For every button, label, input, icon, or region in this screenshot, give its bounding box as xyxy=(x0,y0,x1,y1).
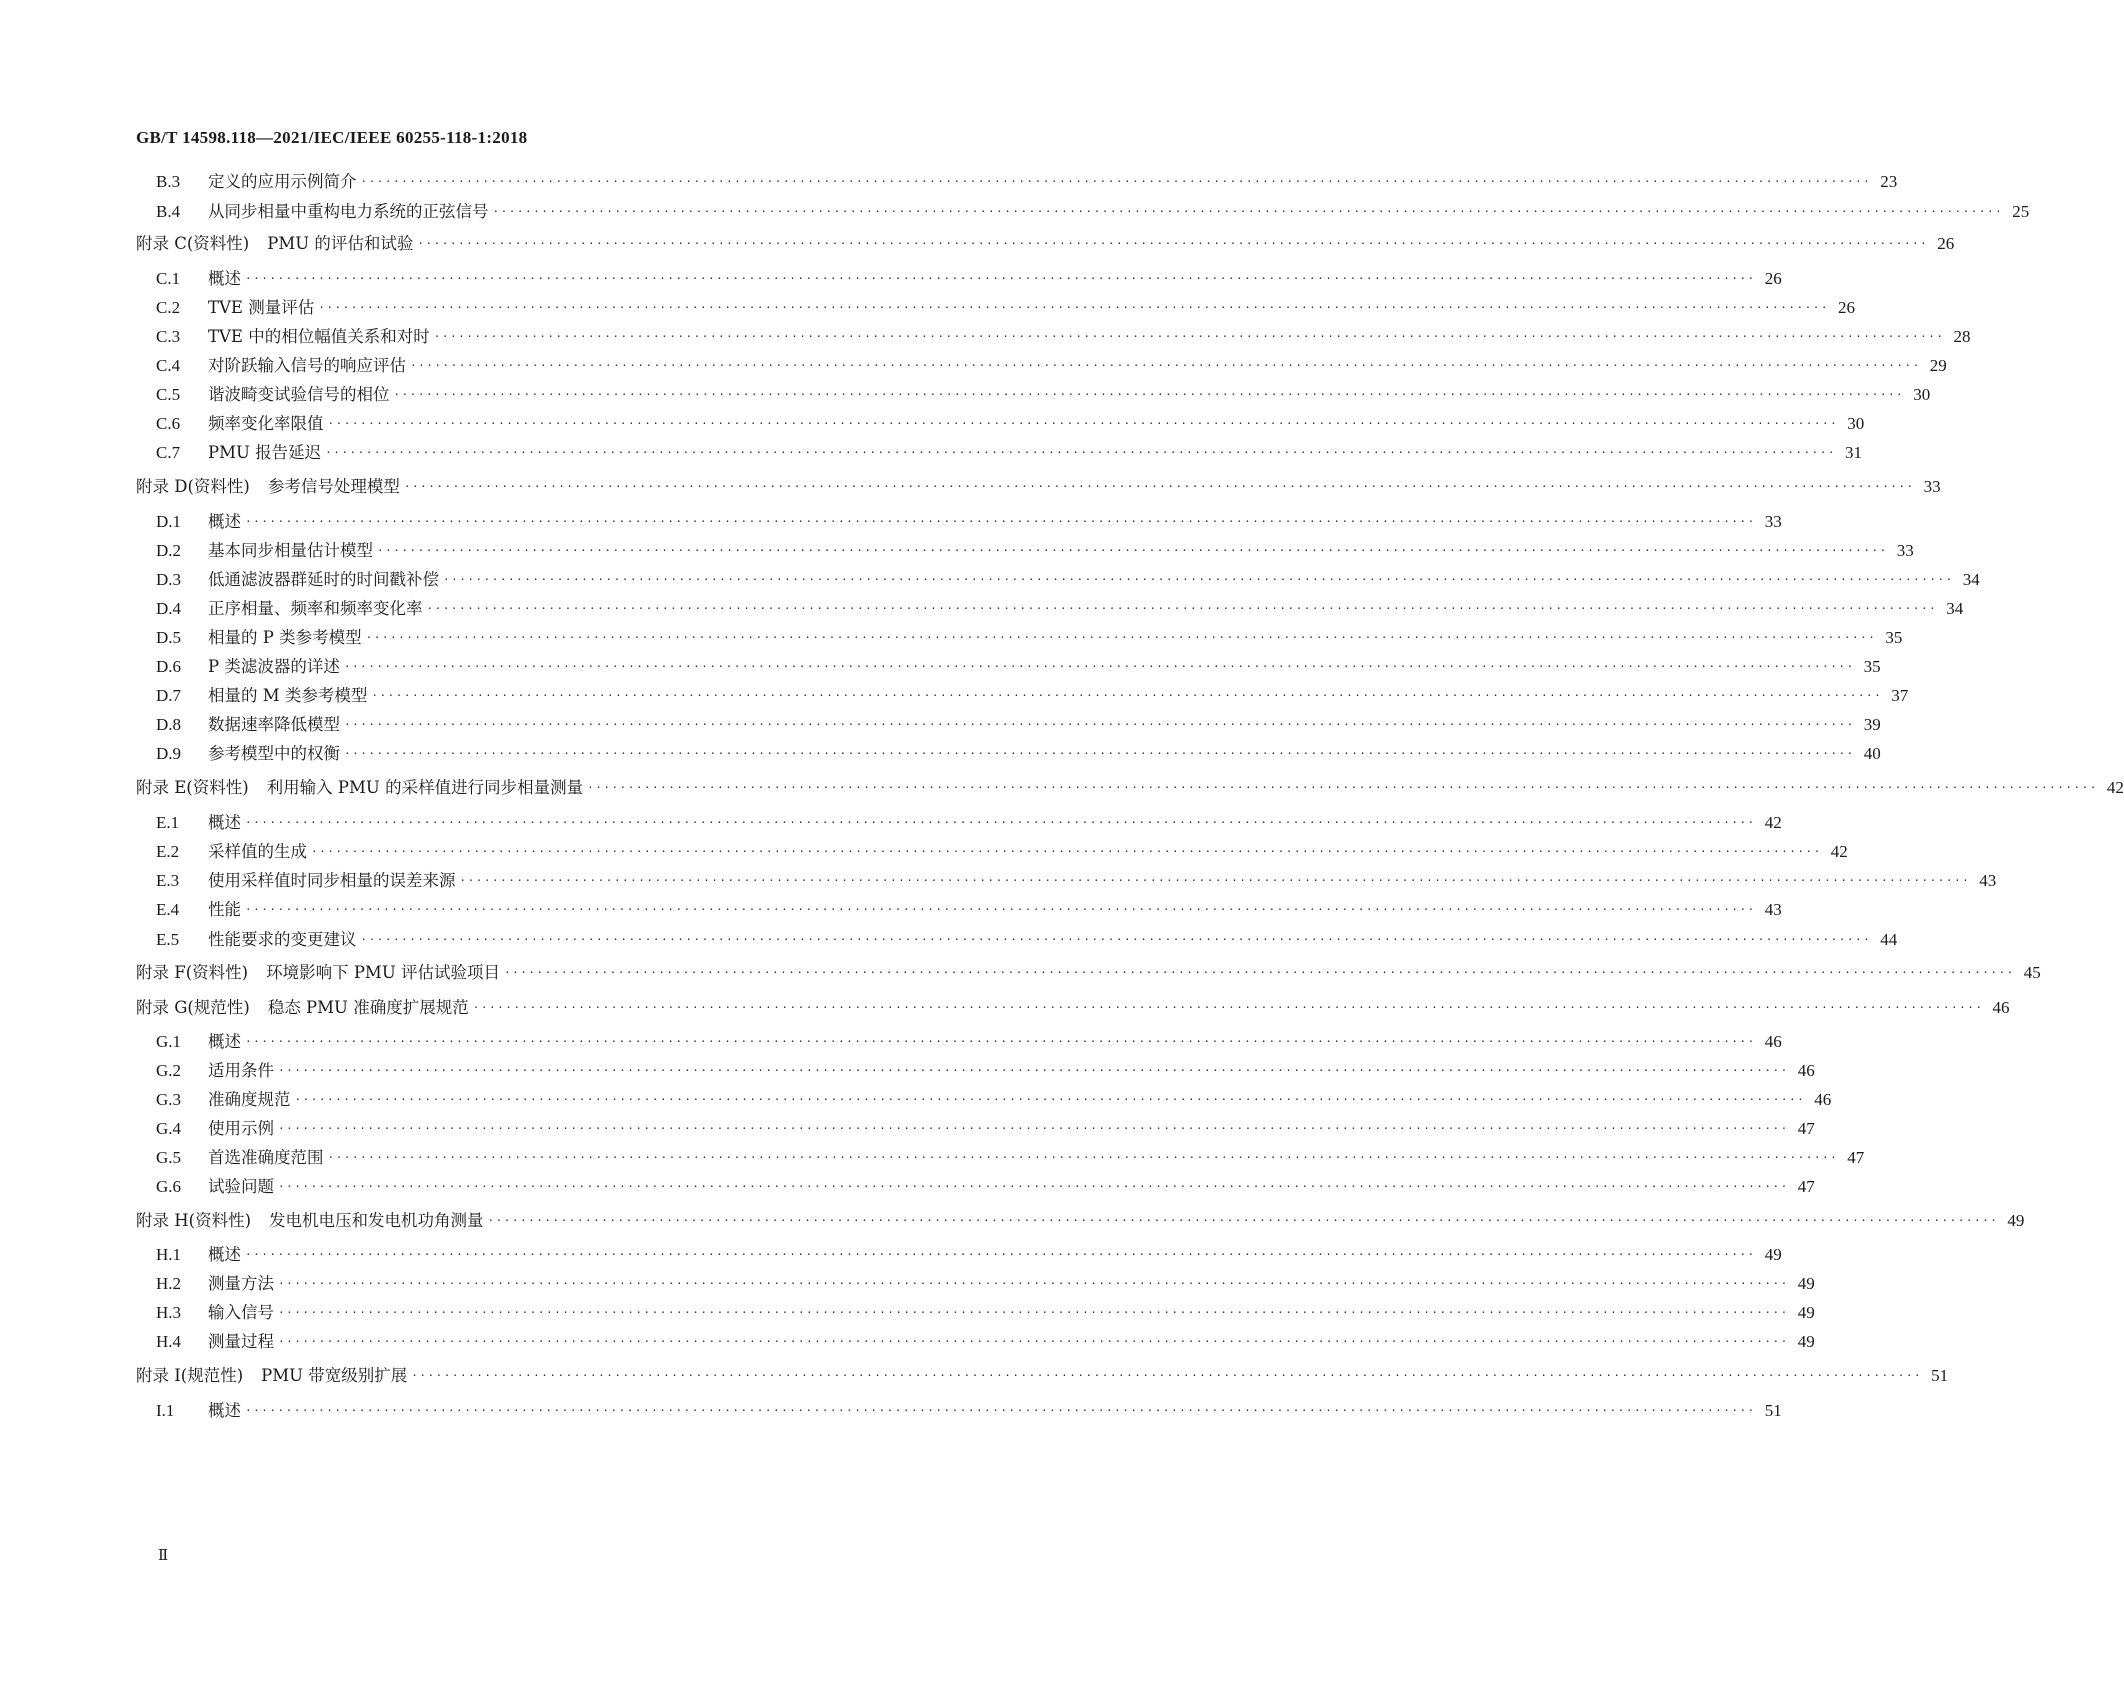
toc-entry-title: 定义的应用示例简介 xyxy=(208,172,357,191)
toc-entry-number: H.3 xyxy=(156,1303,182,1322)
toc-leader-dots: ·························································································································································································· xyxy=(278,1064,1789,1077)
toc-leader-dots: ·························································································································································································· xyxy=(343,660,1855,673)
toc-entry-number: 附录 F(资料性) xyxy=(136,963,249,982)
toc-entry-title: 利用输入 PMU 的采样值进行同步相量测量 xyxy=(266,778,584,797)
toc-entry-d2[interactable] xyxy=(156,536,1914,562)
toc-entry-page: 34 xyxy=(1946,599,1964,618)
toc-entry-title: 发电机电压和发电机功角测量 xyxy=(269,1211,484,1230)
toc-entry-h3[interactable] xyxy=(156,1298,1815,1324)
toc-entry-title: 性能 xyxy=(208,900,241,919)
toc-leader-dots: ·························································································································································································· xyxy=(278,1277,1789,1290)
toc-entry-d3[interactable] xyxy=(156,565,1980,591)
toc-entry-number: C.2 xyxy=(156,298,181,317)
toc-entry-page: 43 xyxy=(1979,871,1997,890)
toc-entry-number: C.1 xyxy=(156,269,181,288)
toc-entry-title: 测量方法 xyxy=(208,1274,274,1293)
toc-entry-title: 试验问题 xyxy=(208,1177,274,1196)
toc-entry-c4[interactable] xyxy=(156,351,1947,377)
toc-entry-d8[interactable] xyxy=(156,710,1881,736)
toc-entry-number: D.3 xyxy=(156,570,182,589)
toc-leader-dots: ·························································································································································································· xyxy=(433,330,1945,343)
toc-entry-number: G.2 xyxy=(156,1061,182,1080)
toc-entry-e3[interactable] xyxy=(156,866,1997,892)
toc-entry-title: 相量的 M 类参考模型 xyxy=(208,686,368,705)
toc-entry-title: PMU 的评估和试验 xyxy=(267,234,414,253)
toc-entry-page: 33 xyxy=(1896,541,1914,560)
toc-entry-number: C.6 xyxy=(156,414,181,433)
toc-entry-number: D.1 xyxy=(156,512,182,531)
toc-entry-page: 31 xyxy=(1844,443,1862,462)
toc-entry-page: 51 xyxy=(1931,1366,1949,1385)
toc-entry-title: 概述 xyxy=(208,1245,241,1264)
toc-leader-dots: ·························································································································································································· xyxy=(278,1335,1789,1348)
toc-entry-page: 49 xyxy=(1797,1303,1815,1322)
toc-entry-e2[interactable] xyxy=(156,837,1848,863)
toc-entry-number: 附录 I(规范性) xyxy=(136,1366,244,1385)
toc-entry-title: P 类滤波器的详述 xyxy=(208,657,340,676)
toc-entry-c2[interactable] xyxy=(156,293,1856,319)
toc-leader-dots: ·························································································································································································· xyxy=(245,1035,1756,1048)
toc-entry-page: 35 xyxy=(1885,628,1903,647)
toc-entry-number: E.5 xyxy=(156,930,180,949)
toc-entry-title: 相量的 P 类参考模型 xyxy=(208,628,362,647)
toc-entry-title: 概述 xyxy=(208,1032,241,1051)
toc-entry-page: 42 xyxy=(1830,842,1848,861)
toc-leader-dots: ·························································································································································································· xyxy=(245,903,1756,916)
toc-leader-dots: ·························································································································································································· xyxy=(245,1404,1756,1417)
toc-entry-d4[interactable] xyxy=(156,594,1964,620)
toc-leader-dots: ·························································································································································································· xyxy=(245,816,1756,829)
toc-entry-title: 使用采样值时同步相量的误差来源 xyxy=(208,871,456,890)
toc-entry-page: 37 xyxy=(1891,686,1909,705)
toc-entry-number: D.8 xyxy=(156,715,182,734)
toc-leader-dots: ·························································································································································································· xyxy=(410,359,1921,372)
toc-entry-c7[interactable] xyxy=(156,438,1862,464)
toc-entry-number: H.1 xyxy=(156,1245,182,1264)
toc-entry-title: 参考信号处理模型 xyxy=(267,477,400,496)
toc-entry-d1[interactable] xyxy=(156,507,1782,533)
toc-leader-dots: ·························································································································································································· xyxy=(371,689,1883,702)
toc-entry-annex-c[interactable] xyxy=(136,229,1955,255)
toc-entry-title: 采样值的生成 xyxy=(208,842,307,861)
toc-entry-title: 性能要求的变更建议 xyxy=(208,930,357,949)
toc-entry-annex-i[interactable] xyxy=(136,1361,1949,1387)
toc-leader-dots: ·························································································································································································· xyxy=(417,237,1929,250)
toc-entry-number: C.4 xyxy=(156,356,181,375)
toc-leader-dots: ·························································································································································································· xyxy=(426,602,1938,615)
toc-entry-title: 概述 xyxy=(208,512,241,531)
toc-leader-dots: ·························································································································································································· xyxy=(278,1180,1789,1193)
toc-entry-page: 33 xyxy=(1923,477,1941,496)
toc-leader-dots: ·························································································································································································· xyxy=(377,544,1888,557)
toc-entry-annex-f[interactable] xyxy=(136,958,2041,984)
toc-entry-page: 34 xyxy=(1962,570,1980,589)
toc-entry-title: 准确度规范 xyxy=(208,1090,291,1109)
toc-leader-dots: ·························································································································································································· xyxy=(459,874,1971,887)
toc-entry-page: 49 xyxy=(1797,1332,1815,1351)
toc-entry-title: PMU 报告延迟 xyxy=(208,443,322,462)
toc-leader-dots: ·························································································································································································· xyxy=(492,205,2004,218)
toc-entry-d6[interactable] xyxy=(156,652,1881,678)
toc-entry-page: 49 xyxy=(1764,1245,1782,1264)
standard-number-header: GB/T 14598.118—2021/IEC/IEEE 60255-118-1:2018 xyxy=(136,128,528,147)
toc-leader-dots: ·························································································································································································· xyxy=(318,301,1830,314)
toc-entry-number: D.7 xyxy=(156,686,182,705)
toc-leader-dots: ·························································································································································································· xyxy=(311,845,1822,858)
toc-entry-title: 首选准确度范围 xyxy=(208,1148,324,1167)
toc-entry-page: 30 xyxy=(1913,385,1931,404)
toc-leader-dots: ·························································································································································································· xyxy=(587,781,2098,794)
toc-entry-number: C.3 xyxy=(156,327,181,346)
toc-entry-b3[interactable] xyxy=(156,167,1898,193)
toc-leader-dots: ·························································································································································································· xyxy=(472,1001,1984,1014)
toc-leader-dots: ·························································································································································································· xyxy=(503,966,2015,979)
toc-entry-d9[interactable] xyxy=(156,739,1881,765)
toc-leader-dots: ·························································································································································································· xyxy=(443,573,1954,586)
toc-entry-d5[interactable] xyxy=(156,623,1903,649)
toc-entry-page: 30 xyxy=(1847,414,1865,433)
toc-entry-page: 43 xyxy=(1764,900,1782,919)
toc-leader-dots: ·························································································································································································· xyxy=(294,1093,1806,1106)
toc-entry-g1[interactable] xyxy=(156,1027,1782,1053)
toc-leader-dots: ·························································································································································································· xyxy=(245,272,1756,285)
toc-entry-e5[interactable] xyxy=(156,925,1898,951)
toc-entry-number: G.6 xyxy=(156,1177,182,1196)
toc-entry-g5[interactable] xyxy=(156,1143,1865,1169)
toc-entry-title: 从同步相量中重构电力系统的正弦信号 xyxy=(208,202,489,221)
toc-entry-number: B.3 xyxy=(156,172,181,191)
toc-entry-number: E.3 xyxy=(156,871,180,890)
toc-entry-page: 44 xyxy=(1880,930,1898,949)
toc-entry-title: TVE 测量评估 xyxy=(208,298,315,317)
toc-entry-number: D.4 xyxy=(156,599,182,618)
toc-entry-annex-e[interactable] xyxy=(136,773,2124,799)
toc-entry-page: 49 xyxy=(2007,1211,2025,1230)
toc-entry-title: 基本同步相量估计模型 xyxy=(208,541,373,560)
toc-entry-h2[interactable] xyxy=(156,1269,1815,1295)
toc-entry-number: D.9 xyxy=(156,744,182,763)
toc-entry-b4[interactable] xyxy=(156,197,2030,223)
toc-entry-number: D.5 xyxy=(156,628,182,647)
toc-entry-page: 49 xyxy=(1797,1274,1815,1293)
toc-entry-page: 29 xyxy=(1929,356,1947,375)
toc-entry-number: G.5 xyxy=(156,1148,182,1167)
toc-entry-page: 39 xyxy=(1863,715,1881,734)
toc-entry-title: 概述 xyxy=(208,1401,241,1420)
toc-leader-dots: ·························································································································································································· xyxy=(403,480,1915,493)
toc-entry-title: PMU 带宽级别扩展 xyxy=(261,1366,408,1385)
toc-entry-title: TVE 中的相位幅值关系和对时 xyxy=(208,327,430,346)
toc-entry-number: E.1 xyxy=(156,813,180,832)
toc-entry-page: 26 xyxy=(1764,269,1782,288)
toc-entry-number: 附录 H(资料性) xyxy=(136,1211,252,1230)
toc-entry-page: 25 xyxy=(2012,202,2030,221)
toc-entry-title: 稳态 PMU 准确度扩展规范 xyxy=(267,998,469,1017)
toc-entry-h4[interactable] xyxy=(156,1327,1815,1353)
toc-entry-page: 47 xyxy=(1847,1148,1865,1167)
toc-entry-page: 23 xyxy=(1880,172,1898,191)
toc-entry-e1[interactable] xyxy=(156,808,1782,834)
toc-entry-number: C.7 xyxy=(156,443,181,462)
toc-entry-title: 输入信号 xyxy=(208,1303,274,1322)
toc-entry-number: C.5 xyxy=(156,385,181,404)
toc-entry-title: 谐波畸变试验信号的相位 xyxy=(208,385,390,404)
toc-entry-page: 40 xyxy=(1863,744,1881,763)
toc-entry-annex-d[interactable] xyxy=(136,472,1941,498)
toc-entry-number: G.3 xyxy=(156,1090,182,1109)
toc-entry-d7[interactable] xyxy=(156,681,1909,707)
toc-entry-number: D.6 xyxy=(156,657,182,676)
toc-entry-annex-g[interactable] xyxy=(136,993,2010,1019)
toc-entry-i1[interactable] xyxy=(156,1396,1782,1422)
toc-entry-h1[interactable] xyxy=(156,1240,1782,1266)
toc-leader-dots: ·························································································································································································· xyxy=(487,1214,1999,1227)
toc-entry-page: 51 xyxy=(1764,1401,1782,1420)
toc-entry-g2[interactable] xyxy=(156,1056,1815,1082)
toc-leader-dots: ·························································································································································································· xyxy=(325,446,1836,459)
toc-entry-g3[interactable] xyxy=(156,1085,1832,1111)
toc-entry-number: 附录 G(规范性) xyxy=(136,998,250,1017)
toc-entry-number: H.4 xyxy=(156,1332,182,1351)
toc-entry-number: G.4 xyxy=(156,1119,182,1138)
toc-entry-title: 适用条件 xyxy=(208,1061,274,1080)
toc-entry-page: 47 xyxy=(1797,1177,1815,1196)
toc-entry-title: 数据速率降低模型 xyxy=(208,715,340,734)
toc-leader-dots: ·························································································································································································· xyxy=(245,1248,1756,1261)
toc-entry-page: 26 xyxy=(1937,234,1955,253)
toc-entry-page: 46 xyxy=(1992,998,2010,1017)
toc-entry-page: 26 xyxy=(1838,298,1856,317)
toc-entry-title: 频率变化率限值 xyxy=(208,414,324,433)
toc-entry-title: 低通滤波器群延时的时间戳补偿 xyxy=(208,570,439,589)
toc-entry-page: 46 xyxy=(1797,1061,1815,1080)
toc-entry-number: H.2 xyxy=(156,1274,182,1293)
toc-leader-dots: ·························································································································································································· xyxy=(327,1151,1839,1164)
toc-entry-c5[interactable] xyxy=(156,380,1931,406)
toc-entry-c3[interactable] xyxy=(156,322,1971,348)
toc-entry-number: B.4 xyxy=(156,202,181,221)
toc-entry-annex-h[interactable] xyxy=(136,1206,2025,1232)
page-number: Ⅱ xyxy=(158,1548,169,1564)
toc-entry-g6[interactable] xyxy=(156,1172,1815,1198)
toc-leader-dots: ·························································································································································································· xyxy=(344,718,1855,731)
toc-entry-title: 概述 xyxy=(208,269,241,288)
toc-entry-page: 42 xyxy=(1764,813,1782,832)
toc-entry-page: 46 xyxy=(1814,1090,1832,1109)
toc-entry-number: E.2 xyxy=(156,842,180,861)
toc-entry-number: E.4 xyxy=(156,900,180,919)
toc-entry-number: D.2 xyxy=(156,541,182,560)
toc-entry-title: 测量过程 xyxy=(208,1332,274,1351)
toc-leader-dots: ·························································································································································································· xyxy=(327,417,1839,430)
toc-entry-number: 附录 D(资料性) xyxy=(136,477,250,496)
toc-entry-page: 45 xyxy=(2023,963,2041,982)
toc-leader-dots: ·························································································································································································· xyxy=(411,1369,1923,1382)
toc-leader-dots: ·························································································································································································· xyxy=(393,388,1905,401)
toc-entry-number: G.1 xyxy=(156,1032,182,1051)
toc-entry-page: 47 xyxy=(1797,1119,1815,1138)
toc-entry-page: 28 xyxy=(1953,327,1971,346)
toc-entry-c1[interactable] xyxy=(156,264,1782,290)
toc-entry-title: 正序相量、频率和频率变化率 xyxy=(208,599,423,618)
toc-entry-title: 参考模型中的权衡 xyxy=(208,744,340,763)
toc-leader-dots: ·························································································································································································· xyxy=(278,1122,1789,1135)
toc-entry-page: 46 xyxy=(1764,1032,1782,1051)
toc-entry-number: 附录 C(资料性) xyxy=(136,234,250,253)
toc-entry-title: 对阶跃输入信号的响应评估 xyxy=(208,356,406,375)
toc-leader-dots: ·························································································································································································· xyxy=(365,631,1877,644)
toc-entry-e4[interactable] xyxy=(156,895,1782,921)
toc-entry-number: 附录 E(资料性) xyxy=(136,778,249,797)
toc-leader-dots: ·························································································································································································· xyxy=(278,1306,1789,1319)
toc-entry-title: 概述 xyxy=(208,813,241,832)
toc-entry-page: 33 xyxy=(1764,512,1782,531)
toc-leader-dots: ·························································································································································································· xyxy=(344,747,1855,760)
toc-leader-dots: ·························································································································································································· xyxy=(360,933,1872,946)
toc-leader-dots: ·························································································································································································· xyxy=(245,515,1756,528)
toc-entry-title: 环境影响下 PMU 评估试验项目 xyxy=(266,963,500,982)
toc-entry-c6[interactable] xyxy=(156,409,1865,435)
toc-entry-title: 使用示例 xyxy=(208,1119,274,1138)
toc-entry-g4[interactable] xyxy=(156,1114,1815,1140)
toc-leader-dots: ·························································································································································································· xyxy=(360,175,1872,188)
toc-entry-page: 42 xyxy=(2106,778,2124,797)
toc-entry-page: 35 xyxy=(1863,657,1881,676)
toc-entry-number: I.1 xyxy=(156,1401,175,1420)
